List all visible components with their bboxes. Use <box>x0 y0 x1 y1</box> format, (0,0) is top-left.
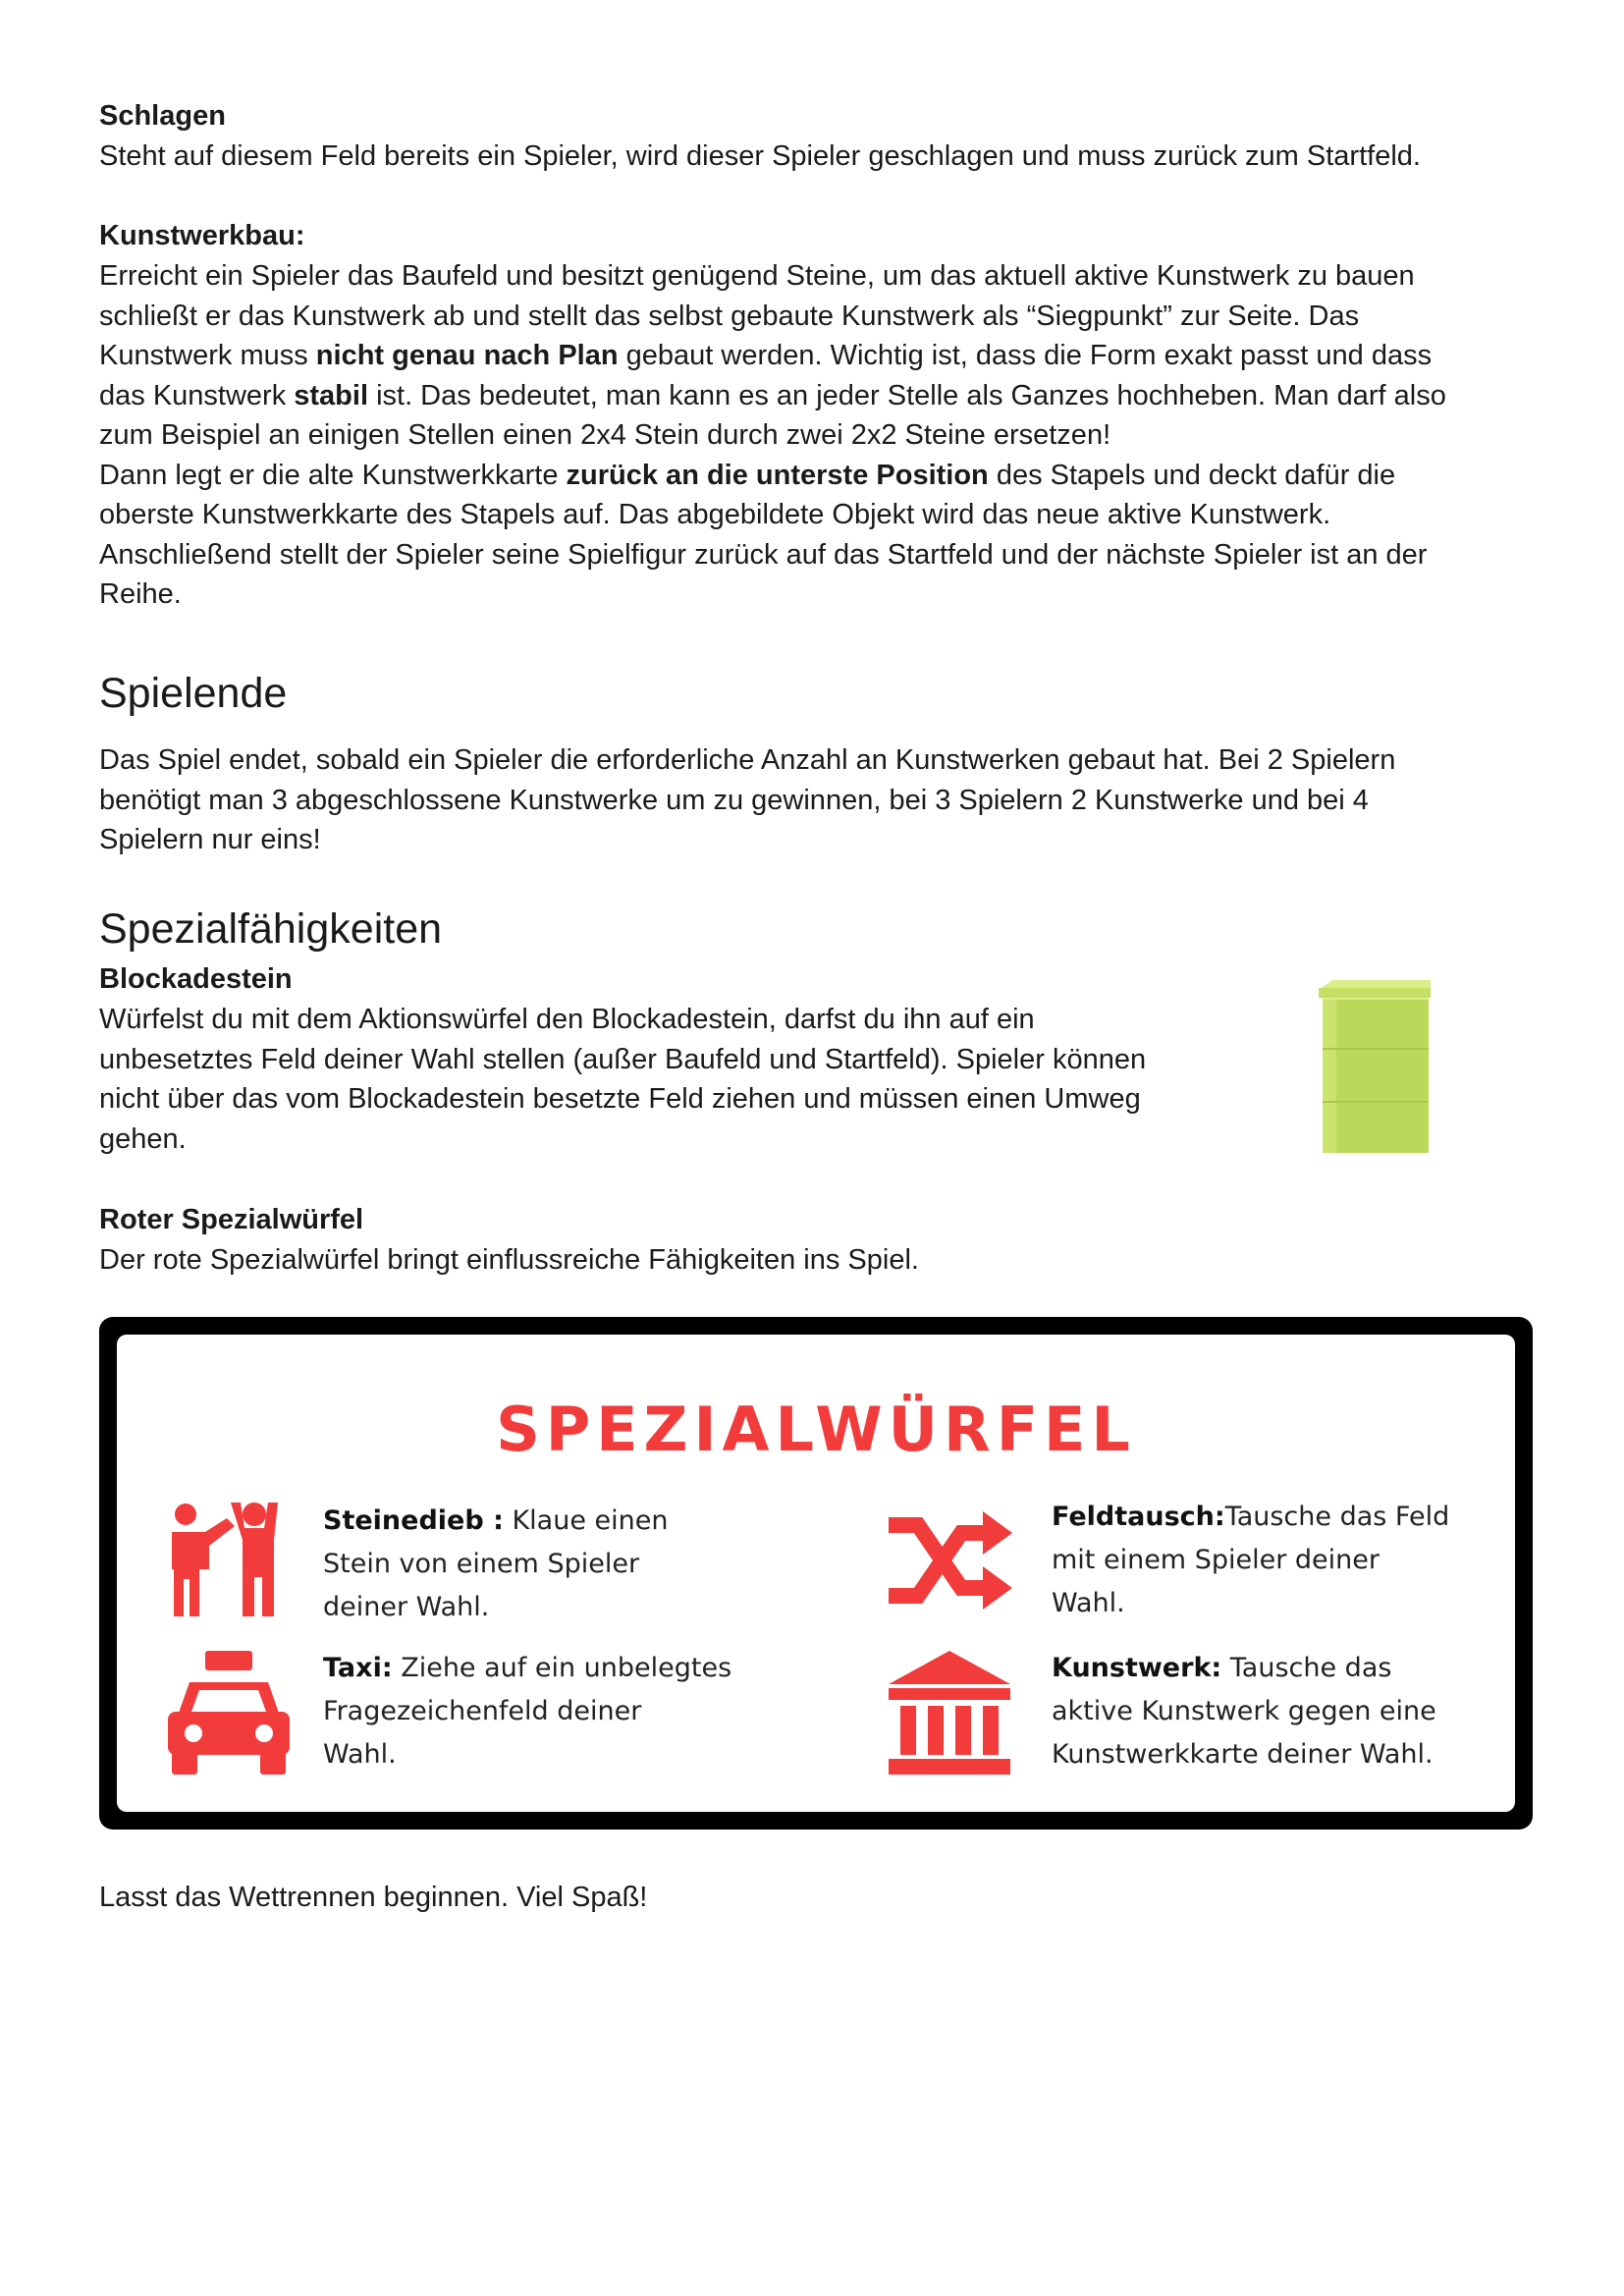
kunstwerkbau-line: Anschließend stellt der Spieler seine Spielfigur zurück auf das Startfeld und der nächste Spieler ist an der <box>99 538 1428 571</box>
feature-line: Wahl. <box>1052 1588 1125 1618</box>
blockadestein-image <box>1319 978 1433 1155</box>
spielende-line: Das Spiel endet, sobald ein Spieler die erforderliche Anzahl an Kunstwerken gebaut hat. Bei 2 Spielern <box>99 744 1396 776</box>
kunstwerkbau-line: zum Beispiel an einigen Stellen einen 2x4 Stein durch zwei 2x2 Steine ersetzen! <box>99 419 1111 451</box>
feature-line: Fragezeichenfeld deiner <box>323 1696 642 1726</box>
taxi-label: Taxi: <box>323 1653 393 1683</box>
text-span: Klaue einen <box>503 1505 669 1536</box>
spielende-paragraph <box>99 740 1395 860</box>
museum-icon <box>885 1649 1014 1777</box>
taxi-text <box>323 1647 731 1777</box>
kunstwerkbau-line: Reihe. <box>99 578 182 610</box>
text-span: das Kunstwerk <box>99 379 295 411</box>
steinedieb-label: Steinedieb : <box>323 1505 504 1536</box>
text-span: gebaut werden. Wichtig ist, dass die Form exakt passt und dass <box>618 340 1433 371</box>
feature-line <box>323 1647 731 1690</box>
emphasis-text: zurück an die unterste Position <box>566 459 989 491</box>
kunstwerkbau-line <box>99 336 1446 376</box>
card-title: SPEZIALWÜRFEL <box>496 1394 1136 1465</box>
feldtausch-label: Feldtausch: <box>1052 1502 1225 1532</box>
spielende-heading: Spielende <box>99 670 288 717</box>
spielende-line: Spielern nur eins! <box>99 824 321 855</box>
blockadestein-title: Blockadestein <box>99 963 293 995</box>
feature-line <box>1052 1496 1449 1539</box>
kunstwerkbau-line: oberste Kunstwerkkarte des Stapels auf. Das abgebildete Objekt wird das neue aktive Kunstwerk. <box>99 499 1331 530</box>
feature-line: aktive Kunstwerk gegen eine <box>1052 1696 1436 1726</box>
blockadestein-line: unbesetztes Feld deiner Wahl stellen (außer Baufeld und Startfeld). Spieler können <box>99 1043 1147 1075</box>
steinedieb-text <box>323 1500 668 1629</box>
kunstwerkbau-title: Kunstwerkbau: <box>99 220 305 251</box>
stone-top-edge <box>1319 988 1431 998</box>
taxi-icon <box>166 1649 292 1777</box>
closing-text: Lasst das Wettrennen beginnen. Viel Spaß! <box>99 1882 648 1913</box>
text-span: Tausche das Feld <box>1224 1502 1450 1532</box>
shuffle-icon <box>885 1503 1016 1617</box>
spielende-line: benötigt man 3 abgeschlossene Kunstwerke um zu gewinnen, bei 3 Spielern 2 Kunstwerke und bei 4 <box>99 784 1369 816</box>
stone-body <box>1323 996 1429 1153</box>
card-inner <box>117 1335 1515 1812</box>
text-span: ist. Das bedeutet, man kann es an jeder Stelle als Ganzes hochheben. Man darf also <box>368 379 1446 411</box>
kunstwerkbau-line <box>99 456 1446 496</box>
feldtausch-text <box>1052 1496 1449 1625</box>
steinedieb-icon <box>166 1499 286 1620</box>
feature-line <box>1052 1647 1436 1690</box>
emphasis-text: stabil <box>294 379 369 411</box>
feature-line: Wahl. <box>323 1739 397 1770</box>
kunstwerk-label: Kunstwerk: <box>1052 1653 1222 1683</box>
blockadestein-line: Würfelst du mit dem Aktionswürfel den Blockadestein, darfst du ihn auf ein <box>99 1004 1035 1035</box>
kunstwerkbau-line <box>99 376 1446 416</box>
text-span: Kunstwerk muss <box>99 340 316 371</box>
text-span: Dann legt er die alte Kunstwerkkarte <box>99 459 567 491</box>
roter-wuerfel-title: Roter Spezialwürfel <box>99 1204 364 1235</box>
stone-side <box>1323 996 1336 1153</box>
blockadestein-line: nicht über das vom Blockadestein besetzte Feld ziehen und müssen einen Umweg <box>99 1083 1141 1115</box>
text-span: des Stapels und deckt dafür die <box>988 459 1396 491</box>
feature-line: deiner Wahl. <box>323 1592 490 1622</box>
feature-line: Stein von einem Spieler <box>323 1549 640 1579</box>
spezialwuerfel-card <box>99 1317 1533 1830</box>
blockadestein-line: gehen. <box>99 1122 187 1155</box>
kunstwerkbau-line: schließt er das Kunstwerk ab und stellt das selbst gebaute Kunstwerk als “Siegpunkt” zur Seite. Das <box>99 300 1360 332</box>
feature-line: Kunstwerkkarte deiner Wahl. <box>1052 1739 1434 1770</box>
feature-line: mit einem Spieler deiner <box>1052 1545 1380 1575</box>
emphasis-text: nicht genau nach Plan <box>315 340 619 371</box>
spezial-heading: Spezialfähigkeiten <box>99 905 443 953</box>
schlagen-text: Steht auf diesem Feld bereits ein Spieler, wird dieser Spieler geschlagen und muss zurück zum Startfeld. <box>99 140 1421 172</box>
blockadestein-paragraph <box>99 1000 1146 1159</box>
kunstwerkbau-line: Erreicht ein Spieler das Baufeld und besitzt genügend Steine, um das aktuell aktive Kunstwerk zu bauen <box>99 260 1415 292</box>
schlagen-title: Schlagen <box>99 100 226 132</box>
kunstwerk-text <box>1052 1647 1436 1777</box>
text-span: Ziehe auf ein unbelegtes <box>392 1653 732 1683</box>
kunstwerkbau-paragraph <box>99 256 1446 615</box>
roter-wuerfel-text: Der rote Spezialwürfel bringt einflussreiche Fähigkeiten ins Spiel. <box>99 1244 919 1276</box>
feature-line <box>323 1500 668 1543</box>
text-span: Tausche das <box>1221 1653 1392 1683</box>
